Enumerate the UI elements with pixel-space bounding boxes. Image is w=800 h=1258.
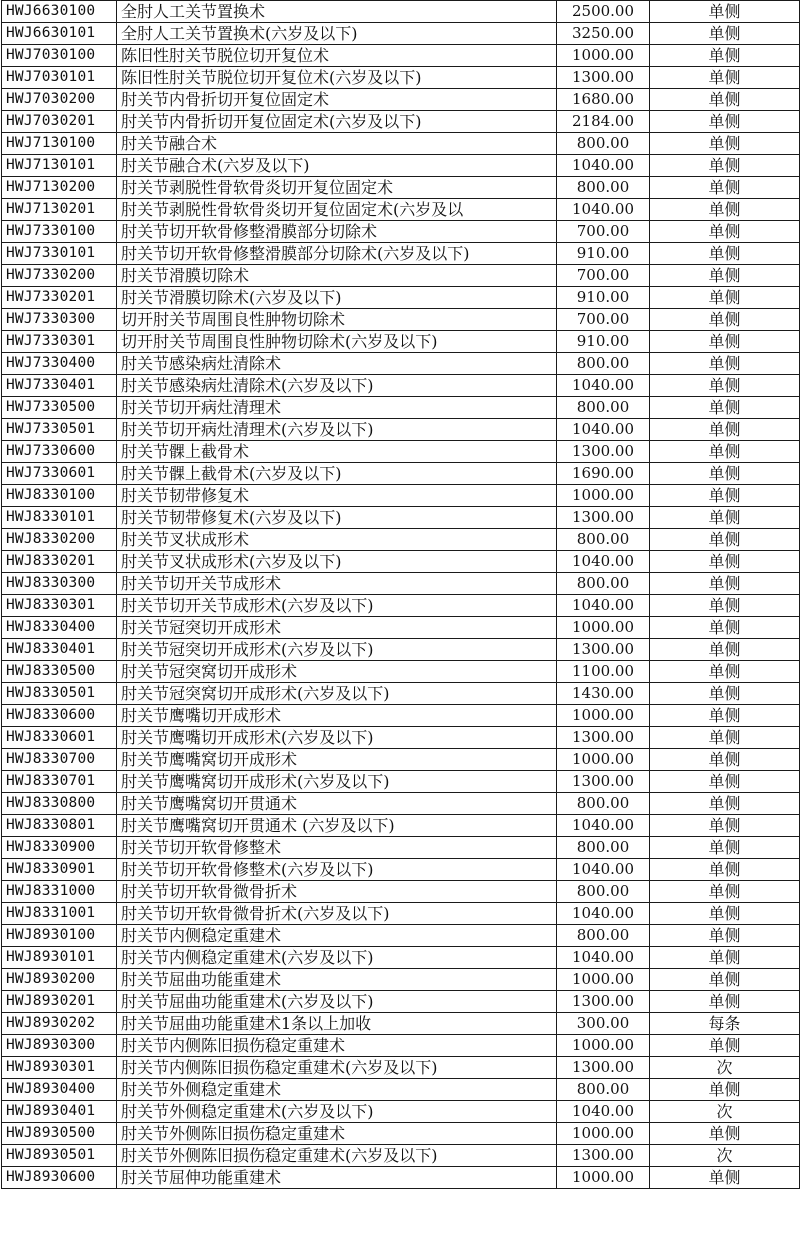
item-price-cell: 800.00 [557, 1079, 650, 1101]
item-code-cell: HWJ8930501 [2, 1145, 117, 1167]
item-code-cell: HWJ8330901 [2, 859, 117, 881]
item-unit-cell: 单侧 [650, 1123, 800, 1145]
table-row [2, 661, 800, 683]
table-row [2, 1035, 800, 1057]
item-price-cell: 1040.00 [557, 199, 650, 221]
item-unit-cell: 单侧 [650, 947, 800, 969]
item-name-cell: 肘关节屈曲功能重建术(六岁及以下) [117, 991, 557, 1013]
item-name-cell: 肘关节切开软骨修整滑膜部分切除术(六岁及以下) [117, 243, 557, 265]
table-row [2, 133, 800, 155]
table-row [2, 1167, 800, 1189]
table-row [2, 419, 800, 441]
item-unit-cell: 单侧 [650, 243, 800, 265]
item-name-cell: 肘关节冠突窝切开成形术 [117, 661, 557, 683]
table-row [2, 705, 800, 727]
item-price-cell: 910.00 [557, 331, 650, 353]
item-name-cell: 切开肘关节周围良性肿物切除术 [117, 309, 557, 331]
table-row [2, 947, 800, 969]
item-unit-cell: 单侧 [650, 221, 800, 243]
item-code-cell: HWJ8330100 [2, 485, 117, 507]
item-price-cell: 1000.00 [557, 1123, 650, 1145]
item-code-cell: HWJ8330501 [2, 683, 117, 705]
item-code-cell: HWJ8330301 [2, 595, 117, 617]
item-price-cell: 1300.00 [557, 1057, 650, 1079]
table-row [2, 199, 800, 221]
item-name-cell: 肘关节外侧陈旧损伤稳定重建术(六岁及以下) [117, 1145, 557, 1167]
item-price-cell: 1300.00 [557, 771, 650, 793]
item-name-cell: 肘关节切开病灶清理术(六岁及以下) [117, 419, 557, 441]
item-code-cell: HWJ8330101 [2, 507, 117, 529]
table-row [2, 727, 800, 749]
item-code-cell: HWJ7030200 [2, 89, 117, 111]
item-unit-cell: 单侧 [650, 1079, 800, 1101]
item-code-cell: HWJ6630100 [2, 1, 117, 23]
item-name-cell: 肘关节滑膜切除术(六岁及以下) [117, 287, 557, 309]
table-row [2, 375, 800, 397]
item-name-cell: 肘关节切开软骨微骨折术(六岁及以下) [117, 903, 557, 925]
table-row [2, 1057, 800, 1079]
item-code-cell: HWJ8930500 [2, 1123, 117, 1145]
item-code-cell: HWJ7030100 [2, 45, 117, 67]
item-unit-cell: 单侧 [650, 1035, 800, 1057]
item-name-cell: 肘关节融合术(六岁及以下) [117, 155, 557, 177]
item-name-cell: 肘关节剥脱性骨软骨炎切开复位固定术(六岁及以 [117, 199, 557, 221]
table-row [2, 903, 800, 925]
table-row [2, 859, 800, 881]
item-price-cell: 1040.00 [557, 859, 650, 881]
item-unit-cell: 次 [650, 1101, 800, 1123]
item-name-cell: 肘关节外侧陈旧损伤稳定重建术 [117, 1123, 557, 1145]
table-row [2, 353, 800, 375]
item-unit-cell: 单侧 [650, 793, 800, 815]
item-price-cell: 1000.00 [557, 485, 650, 507]
item-code-cell: HWJ8330300 [2, 573, 117, 595]
item-unit-cell: 单侧 [650, 45, 800, 67]
item-code-cell: HWJ7330201 [2, 287, 117, 309]
item-unit-cell: 单侧 [650, 925, 800, 947]
item-unit-cell: 单侧 [650, 353, 800, 375]
item-code-cell: HWJ8930301 [2, 1057, 117, 1079]
item-name-cell: 肘关节内骨折切开复位固定术 [117, 89, 557, 111]
item-name-cell: 肘关节鹰嘴切开成形术 [117, 705, 557, 727]
table-row [2, 177, 800, 199]
item-unit-cell: 单侧 [650, 903, 800, 925]
item-price-cell: 1040.00 [557, 595, 650, 617]
item-code-cell: HWJ8330801 [2, 815, 117, 837]
item-name-cell: 肘关节鹰嘴窝切开贯通术 [117, 793, 557, 815]
item-unit-cell: 单侧 [650, 815, 800, 837]
item-price-cell: 1040.00 [557, 375, 650, 397]
item-code-cell: HWJ8330401 [2, 639, 117, 661]
item-unit-cell: 单侧 [650, 507, 800, 529]
item-unit-cell: 单侧 [650, 89, 800, 111]
item-code-cell: HWJ7030101 [2, 67, 117, 89]
item-price-cell: 700.00 [557, 221, 650, 243]
table-row [2, 595, 800, 617]
fee-table-body [2, 1, 800, 1189]
table-row [2, 485, 800, 507]
item-price-cell: 2184.00 [557, 111, 650, 133]
item-unit-cell: 单侧 [650, 881, 800, 903]
item-unit-cell: 单侧 [650, 463, 800, 485]
item-price-cell: 1680.00 [557, 89, 650, 111]
item-name-cell: 肘关节感染病灶清除术(六岁及以下) [117, 375, 557, 397]
table-row [2, 265, 800, 287]
item-unit-cell: 每条 [650, 1013, 800, 1035]
table-row [2, 45, 800, 67]
table-row [2, 1145, 800, 1167]
table-row [2, 1079, 800, 1101]
item-code-cell: HWJ8930100 [2, 925, 117, 947]
item-unit-cell: 单侧 [650, 991, 800, 1013]
item-code-cell: HWJ7330500 [2, 397, 117, 419]
item-name-cell: 陈旧性肘关节脱位切开复位术 [117, 45, 557, 67]
item-unit-cell: 单侧 [650, 617, 800, 639]
item-price-cell: 1300.00 [557, 67, 650, 89]
item-price-cell: 1430.00 [557, 683, 650, 705]
item-price-cell: 1300.00 [557, 1145, 650, 1167]
item-unit-cell: 单侧 [650, 727, 800, 749]
item-name-cell: 肘关节屈曲功能重建术1条以上加收 [117, 1013, 557, 1035]
item-name-cell: 肘关节滑膜切除术 [117, 265, 557, 287]
item-code-cell: HWJ8330701 [2, 771, 117, 793]
item-unit-cell: 单侧 [650, 265, 800, 287]
item-unit-cell: 次 [650, 1145, 800, 1167]
item-name-cell: 肘关节内侧陈旧损伤稳定重建术 [117, 1035, 557, 1057]
item-code-cell: HWJ7330400 [2, 353, 117, 375]
item-unit-cell: 单侧 [650, 375, 800, 397]
item-name-cell: 肘关节切开病灶清理术 [117, 397, 557, 419]
table-row [2, 771, 800, 793]
item-unit-cell: 单侧 [650, 155, 800, 177]
item-code-cell: HWJ8330600 [2, 705, 117, 727]
item-code-cell: HWJ8930300 [2, 1035, 117, 1057]
item-name-cell: 切开肘关节周围良性肿物切除术(六岁及以下) [117, 331, 557, 353]
item-name-cell: 肘关节髁上截骨术(六岁及以下) [117, 463, 557, 485]
item-name-cell: 肘关节鹰嘴窝切开成形术(六岁及以下) [117, 771, 557, 793]
item-code-cell: HWJ8930401 [2, 1101, 117, 1123]
item-name-cell: 肘关节切开关节成形术(六岁及以下) [117, 595, 557, 617]
item-name-cell: 肘关节外侧稳定重建术(六岁及以下) [117, 1101, 557, 1123]
item-code-cell: HWJ8930101 [2, 947, 117, 969]
item-code-cell: HWJ8930600 [2, 1167, 117, 1189]
item-name-cell: 肘关节切开软骨修整术 [117, 837, 557, 859]
item-code-cell: HWJ7130101 [2, 155, 117, 177]
item-unit-cell: 单侧 [650, 969, 800, 991]
item-name-cell: 肘关节屈曲功能重建术 [117, 969, 557, 991]
item-unit-cell: 单侧 [650, 485, 800, 507]
item-price-cell: 700.00 [557, 309, 650, 331]
item-unit-cell: 单侧 [650, 133, 800, 155]
table-row [2, 67, 800, 89]
table-row [2, 793, 800, 815]
item-price-cell: 300.00 [557, 1013, 650, 1035]
item-price-cell: 1040.00 [557, 947, 650, 969]
item-unit-cell: 单侧 [650, 177, 800, 199]
item-name-cell: 肘关节屈伸功能重建术 [117, 1167, 557, 1189]
item-code-cell: HWJ8330800 [2, 793, 117, 815]
item-code-cell: HWJ7330401 [2, 375, 117, 397]
item-price-cell: 700.00 [557, 265, 650, 287]
item-price-cell: 800.00 [557, 881, 650, 903]
item-price-cell: 1300.00 [557, 507, 650, 529]
item-price-cell: 2500.00 [557, 1, 650, 23]
item-unit-cell: 单侧 [650, 111, 800, 133]
item-code-cell: HWJ8330400 [2, 617, 117, 639]
item-price-cell: 1300.00 [557, 727, 650, 749]
item-price-cell: 3250.00 [557, 23, 650, 45]
item-unit-cell: 单侧 [650, 771, 800, 793]
table-row [2, 331, 800, 353]
table-row [2, 155, 800, 177]
item-code-cell: HWJ7130200 [2, 177, 117, 199]
table-row [2, 23, 800, 45]
table-row [2, 243, 800, 265]
item-code-cell: HWJ8330700 [2, 749, 117, 771]
item-code-cell: HWJ7330601 [2, 463, 117, 485]
item-name-cell: 肘关节感染病灶清除术 [117, 353, 557, 375]
item-code-cell: HWJ8930200 [2, 969, 117, 991]
item-name-cell: 陈旧性肘关节脱位切开复位术(六岁及以下) [117, 67, 557, 89]
table-row [2, 463, 800, 485]
item-code-cell: HWJ8330500 [2, 661, 117, 683]
item-code-cell: HWJ8331001 [2, 903, 117, 925]
table-row [2, 507, 800, 529]
item-unit-cell: 单侧 [650, 661, 800, 683]
table-row [2, 881, 800, 903]
item-name-cell: 肘关节韧带修复术 [117, 485, 557, 507]
item-unit-cell: 单侧 [650, 331, 800, 353]
table-row [2, 573, 800, 595]
item-unit-cell: 单侧 [650, 551, 800, 573]
item-name-cell: 肘关节切开软骨微骨折术 [117, 881, 557, 903]
table-row [2, 221, 800, 243]
item-unit-cell: 单侧 [650, 837, 800, 859]
item-unit-cell: 单侧 [650, 595, 800, 617]
table-row [2, 1, 800, 23]
item-price-cell: 800.00 [557, 177, 650, 199]
table-row [2, 639, 800, 661]
item-name-cell: 肘关节冠突切开成形术(六岁及以下) [117, 639, 557, 661]
item-name-cell: 肘关节切开软骨修整滑膜部分切除术 [117, 221, 557, 243]
item-price-cell: 1100.00 [557, 661, 650, 683]
item-name-cell: 全肘人工关节置换术 [117, 1, 557, 23]
item-name-cell: 肘关节内骨折切开复位固定术(六岁及以下) [117, 111, 557, 133]
item-name-cell: 肘关节内侧稳定重建术 [117, 925, 557, 947]
item-code-cell: HWJ7330100 [2, 221, 117, 243]
item-price-cell: 910.00 [557, 287, 650, 309]
item-price-cell: 1040.00 [557, 551, 650, 573]
item-name-cell: 肘关节内侧稳定重建术(六岁及以下) [117, 947, 557, 969]
item-price-cell: 1690.00 [557, 463, 650, 485]
item-unit-cell: 单侧 [650, 749, 800, 771]
item-price-cell: 1000.00 [557, 705, 650, 727]
item-code-cell: HWJ8330601 [2, 727, 117, 749]
item-code-cell: HWJ8930400 [2, 1079, 117, 1101]
item-unit-cell: 单侧 [650, 859, 800, 881]
item-code-cell: HWJ7130100 [2, 133, 117, 155]
table-row [2, 1013, 800, 1035]
item-unit-cell: 单侧 [650, 683, 800, 705]
item-price-cell: 1000.00 [557, 969, 650, 991]
item-name-cell: 肘关节鹰嘴窝切开贯通术 (六岁及以下) [117, 815, 557, 837]
item-code-cell: HWJ8331000 [2, 881, 117, 903]
item-name-cell: 肘关节叉状成形术(六岁及以下) [117, 551, 557, 573]
item-name-cell: 肘关节叉状成形术 [117, 529, 557, 551]
item-name-cell: 肘关节融合术 [117, 133, 557, 155]
item-price-cell: 1040.00 [557, 815, 650, 837]
item-name-cell: 肘关节切开软骨修整术(六岁及以下) [117, 859, 557, 881]
item-name-cell: 肘关节外侧稳定重建术 [117, 1079, 557, 1101]
item-price-cell: 910.00 [557, 243, 650, 265]
item-code-cell: HWJ7330600 [2, 441, 117, 463]
item-unit-cell: 单侧 [650, 1167, 800, 1189]
item-name-cell: 肘关节鹰嘴切开成形术(六岁及以下) [117, 727, 557, 749]
item-price-cell: 1000.00 [557, 749, 650, 771]
table-row [2, 89, 800, 111]
item-name-cell: 全肘人工关节置换术(六岁及以下) [117, 23, 557, 45]
item-price-cell: 1000.00 [557, 45, 650, 67]
item-code-cell: HWJ8330900 [2, 837, 117, 859]
item-name-cell: 肘关节韧带修复术(六岁及以下) [117, 507, 557, 529]
item-price-cell: 800.00 [557, 837, 650, 859]
item-code-cell: HWJ7330300 [2, 309, 117, 331]
item-code-cell: HWJ8930201 [2, 991, 117, 1013]
table-row [2, 1123, 800, 1145]
item-unit-cell: 单侧 [650, 573, 800, 595]
item-price-cell: 1300.00 [557, 441, 650, 463]
fee-table [1, 0, 800, 1189]
table-row [2, 309, 800, 331]
item-code-cell: HWJ8330200 [2, 529, 117, 551]
item-price-cell: 1300.00 [557, 991, 650, 1013]
item-price-cell: 1040.00 [557, 903, 650, 925]
item-price-cell: 800.00 [557, 353, 650, 375]
table-row [2, 1101, 800, 1123]
item-name-cell: 肘关节髁上截骨术 [117, 441, 557, 463]
table-row [2, 287, 800, 309]
item-unit-cell: 单侧 [650, 309, 800, 331]
item-name-cell: 肘关节内侧陈旧损伤稳定重建术(六岁及以下) [117, 1057, 557, 1079]
item-price-cell: 1000.00 [557, 617, 650, 639]
table-row [2, 969, 800, 991]
item-price-cell: 1040.00 [557, 155, 650, 177]
item-code-cell: HWJ7330101 [2, 243, 117, 265]
item-code-cell: HWJ7130201 [2, 199, 117, 221]
item-price-cell: 800.00 [557, 397, 650, 419]
item-unit-cell: 单侧 [650, 639, 800, 661]
item-code-cell: HWJ7030201 [2, 111, 117, 133]
table-row [2, 111, 800, 133]
item-unit-cell: 单侧 [650, 199, 800, 221]
item-unit-cell: 单侧 [650, 67, 800, 89]
table-row [2, 551, 800, 573]
item-price-cell: 1040.00 [557, 1101, 650, 1123]
table-row [2, 441, 800, 463]
item-name-cell: 肘关节鹰嘴窝切开成形术 [117, 749, 557, 771]
item-price-cell: 800.00 [557, 925, 650, 947]
item-unit-cell: 单侧 [650, 287, 800, 309]
item-price-cell: 1000.00 [557, 1167, 650, 1189]
item-name-cell: 肘关节冠突窝切开成形术(六岁及以下) [117, 683, 557, 705]
item-code-cell: HWJ8330201 [2, 551, 117, 573]
item-price-cell: 1040.00 [557, 419, 650, 441]
item-price-cell: 800.00 [557, 529, 650, 551]
item-name-cell: 肘关节切开关节成形术 [117, 573, 557, 595]
table-row [2, 991, 800, 1013]
item-unit-cell: 次 [650, 1057, 800, 1079]
item-name-cell: 肘关节冠突切开成形术 [117, 617, 557, 639]
item-price-cell: 800.00 [557, 573, 650, 595]
table-row [2, 815, 800, 837]
table-row [2, 397, 800, 419]
table-row [2, 683, 800, 705]
item-price-cell: 800.00 [557, 133, 650, 155]
item-code-cell: HWJ8930202 [2, 1013, 117, 1035]
item-unit-cell: 单侧 [650, 1, 800, 23]
item-code-cell: HWJ7330301 [2, 331, 117, 353]
item-price-cell: 1300.00 [557, 639, 650, 661]
item-unit-cell: 单侧 [650, 397, 800, 419]
item-unit-cell: 单侧 [650, 705, 800, 727]
item-unit-cell: 单侧 [650, 529, 800, 551]
item-code-cell: HWJ7330501 [2, 419, 117, 441]
item-code-cell: HWJ6630101 [2, 23, 117, 45]
item-unit-cell: 单侧 [650, 441, 800, 463]
item-unit-cell: 单侧 [650, 419, 800, 441]
table-row [2, 837, 800, 859]
item-code-cell: HWJ7330200 [2, 265, 117, 287]
item-unit-cell: 单侧 [650, 23, 800, 45]
item-name-cell: 肘关节剥脱性骨软骨炎切开复位固定术 [117, 177, 557, 199]
table-row [2, 617, 800, 639]
item-price-cell: 800.00 [557, 793, 650, 815]
table-row [2, 925, 800, 947]
item-price-cell: 1000.00 [557, 1035, 650, 1057]
table-row [2, 529, 800, 551]
table-row [2, 749, 800, 771]
